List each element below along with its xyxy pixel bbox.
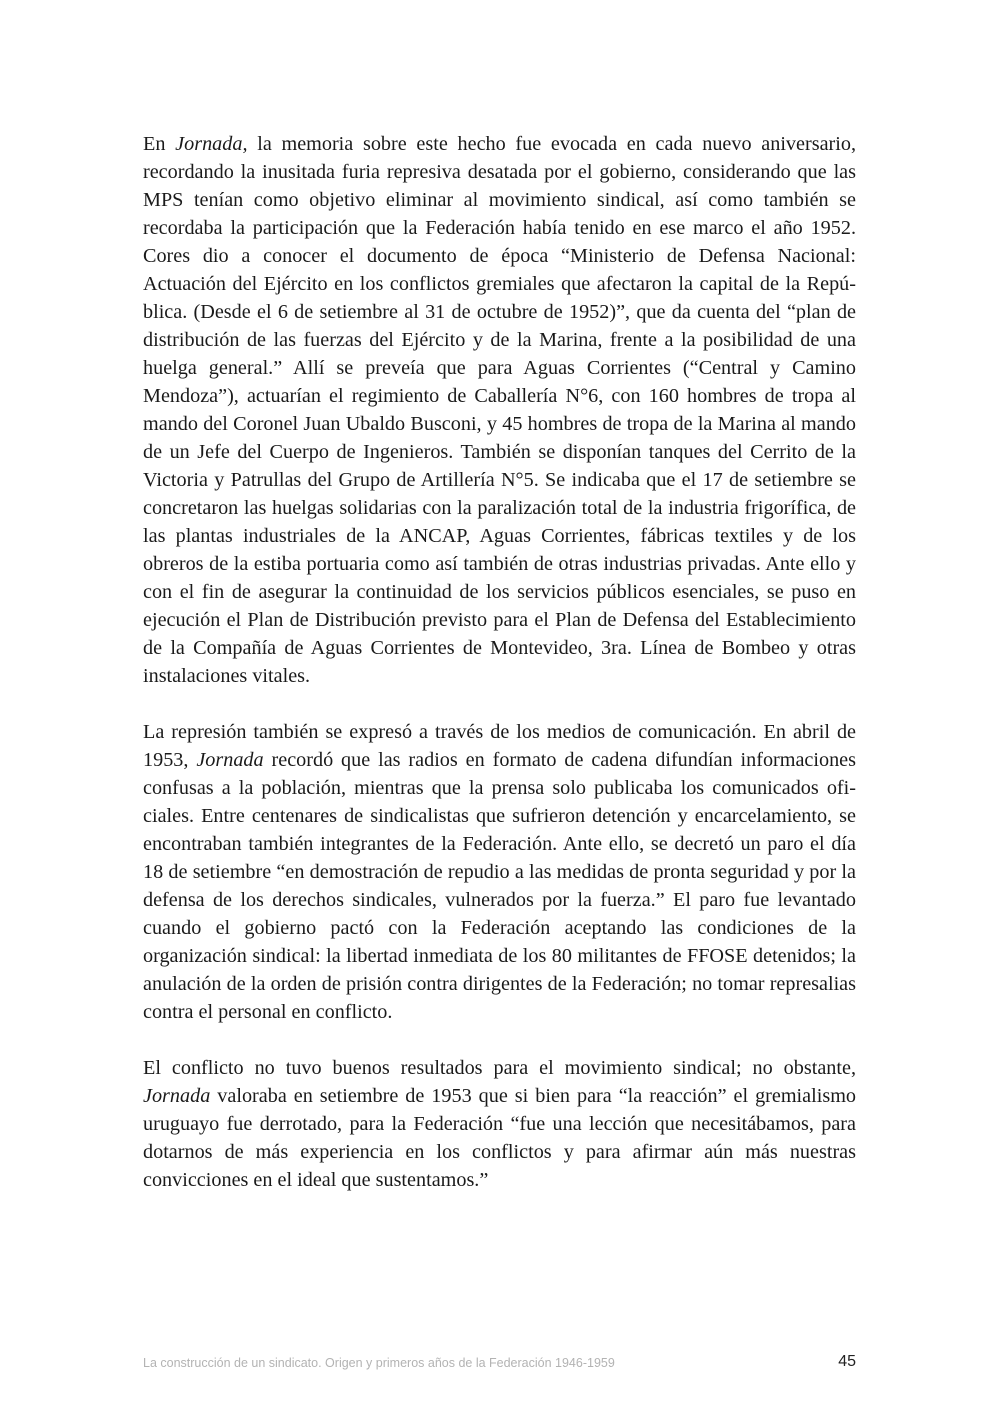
paragraph-2-text-rest: recordó que las radios en formato de cadena difundían informaciones confusas a la población, mientras que la prensa solo publicaba los comunicados oficiales. Entre centenares de sindicalistas que sufrieron detención y encarcelamiento, se encontraban también integrantes de la Federación. Ante ello, se decretó un paro el día 18 de setiembre “en demostración de repudio a las medidas de pronta seguridad y por la defensa de los derechos sindicales, vulnerados por la fuerza.” El paro fue levantado cuando el gobierno pactó con la Federación aceptando las condiciones de la organización sindical: la libertad inmediata de los 80 militantes de FFOSE detenidos; la anulación de la orden de prisión contra dirigentes de la Federación; no tomar represalias contra el personal en conflicto. — [143, 749, 857, 1023]
paragraph-3-text-rest: valoraba en setiembre de 1953 que si bien para “la reacción” el gremialismo uruguayo fue derrotado, para la Federación “fue una lección que necesitábamos, para dotarnos de más experiencia en los conflictos y para afirmar aún más nuestras convicciones en el ideal que sustentamos.” — [143, 1085, 856, 1191]
paragraph-2-text-start: La represión también se expresó a través de los medios de comunicación. En abril de 1953, — [143, 721, 856, 771]
footer-book-title: La construcción de un sindicato. Origen y primeros años de la Federación 1946-1959 — [143, 1356, 615, 1370]
paragraph-3-italic-title: Jornada — [143, 1085, 211, 1107]
paragraph-3-text-start: El conflicto no tuvo buenos resultados para el movimiento sindical; no obstante, — [143, 1057, 856, 1079]
paragraph-2-italic-title: Jornada — [196, 749, 264, 771]
paragraph-2 — [143, 718, 856, 1026]
paragraph-3 — [143, 1054, 856, 1194]
body-text — [143, 130, 856, 1194]
paragraph-1 — [143, 130, 856, 690]
page-number: 45 — [838, 1353, 856, 1370]
paragraph-1-text-start: En — [143, 133, 176, 155]
paragraph-1-text-rest: la memoria sobre este hecho fue evocada en cada nuevo aniversario, recordando la inusitada furia represiva desatada por el gobierno, considerando que las MPS tenían como objetivo eliminar al movimiento sindical, así como también se recordaba la participación que la Federación había tenido en ese marco el año 1952. Cores dio a conocer el documento de época “Ministerio de Defensa Nacional: Actuación del Ejército en los conflictos gremiales que afectaron la capital de la República. (Desde el 6 de setiembre al 31 de octubre de 1952)”, que da cuenta del “plan de distribución de las fuerzas del Ejército y de la Marina, frente a la posibilidad de una huelga general.” Allí se preveía que para Aguas Corrientes (“Central y Camino Mendoza”), actuarían el regimiento de Caballería N°6, con 160 hombres de tropa al mando del Coronel Juan Ubaldo Busconi, y 45 hombres de tropa de la Marina al mando de un Jefe del Cuerpo de Ingenieros. También se disponían tanques del Cerrito de la Victoria y Patrullas del Grupo de Artillería N°5. Se indicaba que el 17 de setiembre se concretaron las huelgas solidarias con la paralización total de la industria frigorífica, de las plantas industriales de la ANCAP, Aguas Corrientes, fábricas textiles y de los obreros de la estiba portuaria como así también de otras industrias privadas. Ante ello y con el fin de asegurar la continuidad de los servicios públicos esenciales, se puso en ejecución el Plan de Distribución previsto para el Plan de Defensa del Establecimiento de la Compañía de Aguas Corrientes de Montevideo, 3ra. Línea de Bombeo y otras instalaciones vitales. — [143, 133, 856, 687]
paragraph-1-italic-title: Jornada, — [175, 133, 248, 155]
